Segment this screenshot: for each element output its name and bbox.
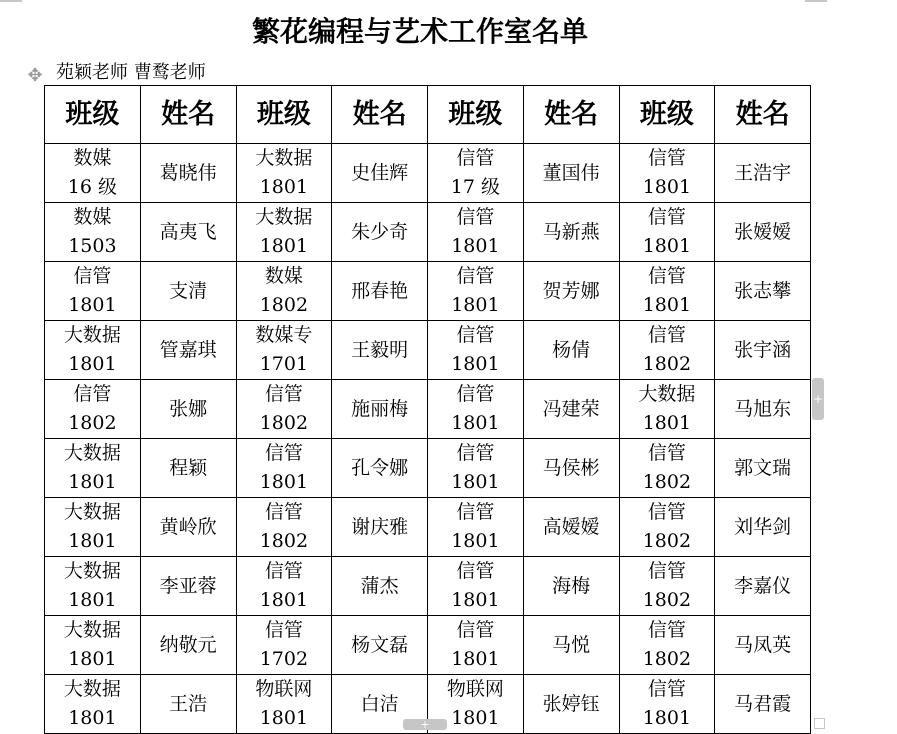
class-cell[interactable] (619, 380, 715, 439)
table-row (45, 439, 811, 498)
class-text: 信管 (264, 383, 303, 405)
class-text: 数媒 (264, 265, 303, 287)
class-text: 1801 (451, 471, 500, 493)
class-cell[interactable] (45, 203, 141, 262)
name-cell[interactable] (332, 144, 428, 203)
table-row (45, 616, 811, 675)
name-cell[interactable] (140, 380, 236, 439)
class-cell[interactable] (428, 616, 524, 675)
class-text: 大数据 (255, 206, 313, 228)
table-row (45, 144, 811, 203)
name-text: 杨文磊 (351, 633, 409, 656)
class-text: 1801 (68, 707, 117, 729)
name-text: 马悦 (552, 633, 591, 656)
class-text: 1801 (259, 471, 309, 493)
class-text: 信管 (456, 442, 495, 464)
class-text: 1503 (68, 235, 117, 257)
name-text: 董国伟 (542, 161, 600, 184)
class-text: 1801 (259, 707, 309, 729)
table-row (45, 380, 811, 439)
table-row (45, 262, 811, 321)
class-cell[interactable] (236, 675, 332, 734)
teacher-names: 苑颖老师 曹鹜老师 (56, 62, 206, 83)
class-cell[interactable] (619, 616, 715, 675)
class-text: 数媒 (73, 147, 112, 169)
name-cell[interactable] (523, 380, 619, 439)
table-row (45, 321, 811, 380)
name-cell[interactable] (332, 498, 428, 557)
name-text: 朱少奇 (351, 220, 409, 243)
class-text: 1801 (642, 176, 692, 198)
name-cell[interactable] (715, 498, 811, 557)
name-cell[interactable] (140, 439, 236, 498)
name-text: 谢庆雅 (351, 515, 409, 538)
name-cell[interactable] (523, 321, 619, 380)
name-cell[interactable] (523, 262, 619, 321)
name-cell[interactable] (140, 144, 236, 203)
class-text: 1801 (451, 589, 500, 611)
class-cell[interactable] (428, 203, 524, 262)
name-cell[interactable] (140, 498, 236, 557)
table-row (45, 203, 811, 262)
name-cell[interactable] (332, 557, 428, 616)
name-text: 王毅明 (351, 338, 409, 361)
class-text: 1801 (451, 530, 500, 552)
name-text: 张婷钰 (542, 692, 600, 715)
class-text: 1801 (68, 589, 117, 611)
class-text: 1802 (642, 353, 692, 375)
class-text: 1801 (642, 294, 692, 316)
class-text: 信管 (647, 265, 686, 287)
class-cell[interactable] (45, 616, 141, 675)
class-cell[interactable] (428, 144, 524, 203)
class-text: 信管 (73, 265, 112, 287)
header-class: 班级 (236, 86, 332, 144)
class-text: 信管 (456, 383, 495, 405)
name-cell[interactable] (715, 616, 811, 675)
class-text: 信管 (264, 560, 303, 582)
class-text: 信管 (456, 619, 495, 641)
class-text: 大数据 (63, 324, 121, 346)
class-text: 1801 (68, 530, 117, 552)
name-text: 马新燕 (542, 220, 600, 243)
class-cell[interactable] (428, 321, 524, 380)
class-text: 1801 (642, 707, 692, 729)
class-text: 信管 (647, 442, 686, 464)
document-title: 繁花编程与艺术工作室名单 (251, 15, 588, 48)
name-text: 张嫒嫒 (734, 220, 792, 243)
class-cell[interactable] (619, 675, 715, 734)
name-text: 张志攀 (734, 279, 792, 302)
name-text: 史佳辉 (351, 161, 409, 184)
class-text: 信管 (264, 501, 303, 523)
class-cell[interactable] (619, 321, 715, 380)
class-text: 1801 (68, 471, 117, 493)
table-row (45, 498, 811, 557)
class-text: 大数据 (63, 501, 121, 523)
plus-icon: + (812, 392, 824, 406)
class-text: 1801 (451, 412, 500, 434)
class-text: 大数据 (255, 147, 313, 169)
class-cell[interactable] (428, 439, 524, 498)
class-text: 物联网 (446, 678, 504, 700)
class-cell[interactable] (619, 557, 715, 616)
class-text: 信管 (647, 619, 686, 641)
class-cell[interactable] (619, 498, 715, 557)
name-text: 贺芳娜 (542, 279, 600, 302)
name-cell[interactable] (523, 144, 619, 203)
class-text: 1801 (451, 235, 500, 257)
class-text: 1802 (642, 471, 692, 493)
class-cell[interactable] (619, 144, 715, 203)
header-class: 班级 (619, 86, 715, 144)
class-text: 信管 (73, 383, 112, 405)
class-text: 1802 (68, 412, 117, 434)
name-cell[interactable] (715, 262, 811, 321)
name-text: 李嘉仪 (734, 574, 792, 597)
class-cell[interactable] (619, 203, 715, 262)
name-text: 马凤英 (734, 633, 792, 656)
name-cell[interactable] (140, 203, 236, 262)
class-text: 1802 (642, 530, 692, 552)
class-text: 数媒专 (255, 324, 313, 346)
header-class: 班级 (428, 86, 524, 144)
class-text: 信管 (264, 442, 303, 464)
class-text: 大数据 (638, 383, 696, 405)
class-text: 大数据 (63, 442, 121, 464)
class-text: 1801 (68, 353, 117, 375)
class-text: 1802 (642, 589, 692, 611)
name-cell[interactable] (715, 203, 811, 262)
class-cell[interactable] (236, 262, 332, 321)
class-text: 信管 (647, 678, 686, 700)
class-text: 17 级 (450, 176, 500, 198)
header-row (45, 86, 811, 144)
class-text: 1801 (451, 353, 500, 375)
name-cell[interactable] (140, 616, 236, 675)
header-name: 姓名 (715, 86, 811, 144)
plus-icon: + (420, 718, 430, 731)
class-cell[interactable] (45, 439, 141, 498)
name-cell[interactable] (523, 675, 619, 734)
class-text: 信管 (647, 501, 686, 523)
class-cell[interactable] (619, 439, 715, 498)
class-text: 信管 (647, 560, 686, 582)
name-cell[interactable] (140, 262, 236, 321)
class-text: 信管 (647, 147, 686, 169)
top-edge-marker-right (805, 0, 827, 2)
class-text: 大数据 (63, 678, 121, 700)
name-cell[interactable] (715, 144, 811, 203)
name-cell[interactable] (140, 321, 236, 380)
name-cell[interactable] (332, 380, 428, 439)
class-text: 1801 (68, 648, 117, 670)
name-text: 冯建荣 (542, 397, 600, 420)
table-row (45, 557, 811, 616)
class-text: 1802 (259, 412, 309, 434)
name-text: 郭文瑞 (734, 456, 792, 479)
class-cell[interactable] (45, 498, 141, 557)
name-cell[interactable] (523, 203, 619, 262)
name-text: 马君霞 (734, 692, 792, 715)
name-text: 高嫒嫒 (542, 515, 600, 538)
name-text: 海梅 (552, 574, 591, 597)
name-text: 黄岭欣 (159, 515, 217, 538)
header-name: 姓名 (523, 86, 619, 144)
class-text: 信管 (456, 265, 495, 287)
name-cell[interactable] (715, 321, 811, 380)
class-cell[interactable] (45, 321, 141, 380)
table-resize-handle[interactable] (814, 718, 825, 729)
name-cell[interactable] (715, 675, 811, 734)
class-text: 1802 (642, 648, 692, 670)
class-cell[interactable] (45, 262, 141, 321)
header-name: 姓名 (140, 86, 236, 144)
name-cell[interactable] (523, 439, 619, 498)
class-text: 1801 (68, 294, 117, 316)
header-class: 班级 (45, 86, 141, 144)
class-text: 1801 (259, 589, 309, 611)
class-text: 大数据 (63, 619, 121, 641)
name-cell[interactable] (140, 675, 236, 734)
class-text: 信管 (647, 324, 686, 346)
member-table (44, 85, 811, 734)
name-text: 支清 (169, 279, 208, 302)
name-text: 刘华剑 (734, 515, 792, 538)
class-cell[interactable] (236, 439, 332, 498)
top-edge-marker-left (0, 0, 22, 2)
name-text: 王浩 (169, 692, 208, 715)
name-text: 马侯彬 (542, 456, 600, 479)
class-text: 1802 (259, 294, 309, 316)
name-cell[interactable] (332, 321, 428, 380)
class-cell[interactable] (619, 262, 715, 321)
name-text: 纳敬元 (159, 633, 217, 656)
class-text: 1702 (259, 648, 309, 670)
class-text: 物联网 (255, 678, 313, 700)
class-cell[interactable] (236, 380, 332, 439)
class-cell[interactable] (45, 557, 141, 616)
name-text: 葛晓伟 (159, 161, 217, 184)
name-text: 马旭东 (734, 397, 792, 420)
name-cell[interactable] (523, 616, 619, 675)
class-text: 信管 (456, 501, 495, 523)
class-text: 1801 (642, 412, 692, 434)
class-text: 大数据 (63, 560, 121, 582)
name-cell[interactable] (715, 380, 811, 439)
class-text: 数媒 (73, 206, 112, 228)
name-cell[interactable] (332, 616, 428, 675)
class-text: 1801 (259, 235, 309, 257)
class-cell[interactable] (428, 557, 524, 616)
class-text: 1802 (259, 530, 309, 552)
class-cell[interactable] (236, 616, 332, 675)
name-text: 白洁 (360, 692, 399, 715)
class-text: 信管 (456, 147, 495, 169)
class-cell[interactable] (428, 262, 524, 321)
name-text: 管嘉琪 (159, 338, 217, 361)
name-text: 孔令娜 (351, 456, 409, 479)
class-text: 信管 (264, 619, 303, 641)
name-text: 李亚蓉 (159, 574, 217, 597)
class-text: 1801 (451, 648, 500, 670)
name-cell[interactable] (523, 557, 619, 616)
name-cell[interactable] (715, 557, 811, 616)
class-cell[interactable] (236, 144, 332, 203)
name-text: 蒲杰 (360, 574, 399, 597)
name-text: 邢春艳 (351, 279, 409, 302)
name-cell[interactable] (332, 203, 428, 262)
name-text: 张宇涵 (734, 338, 792, 361)
name-text: 程颖 (169, 456, 208, 479)
class-text: 1701 (259, 353, 309, 375)
class-text: 1801 (642, 235, 692, 257)
class-text: 1801 (451, 707, 500, 729)
name-cell[interactable] (332, 439, 428, 498)
class-cell[interactable] (236, 203, 332, 262)
class-text: 信管 (456, 560, 495, 582)
class-text: 1801 (451, 294, 500, 316)
class-cell[interactable] (45, 675, 141, 734)
name-text: 高夷飞 (159, 220, 217, 243)
header-name: 姓名 (332, 86, 428, 144)
class-text: 信管 (647, 206, 686, 228)
class-cell[interactable] (428, 380, 524, 439)
class-cell[interactable] (236, 498, 332, 557)
class-text: 1801 (259, 176, 309, 198)
class-text: 16 级 (67, 176, 117, 198)
name-cell[interactable] (140, 557, 236, 616)
class-text: 信管 (456, 206, 495, 228)
class-cell[interactable] (45, 144, 141, 203)
class-text: 信管 (456, 324, 495, 346)
name-text: 王浩宇 (734, 161, 792, 184)
name-text: 杨倩 (552, 338, 591, 361)
move-cross-icon[interactable]: ✥ (27, 65, 43, 86)
class-cell[interactable] (236, 321, 332, 380)
class-cell[interactable] (428, 498, 524, 557)
name-text: 张娜 (169, 397, 208, 420)
name-cell[interactable] (523, 498, 619, 557)
name-text: 施丽梅 (351, 397, 409, 420)
class-cell[interactable] (45, 380, 141, 439)
name-cell[interactable] (332, 262, 428, 321)
add-row-button[interactable] (403, 719, 447, 730)
class-cell[interactable] (236, 557, 332, 616)
add-column-button[interactable] (812, 378, 824, 420)
name-cell[interactable] (715, 439, 811, 498)
